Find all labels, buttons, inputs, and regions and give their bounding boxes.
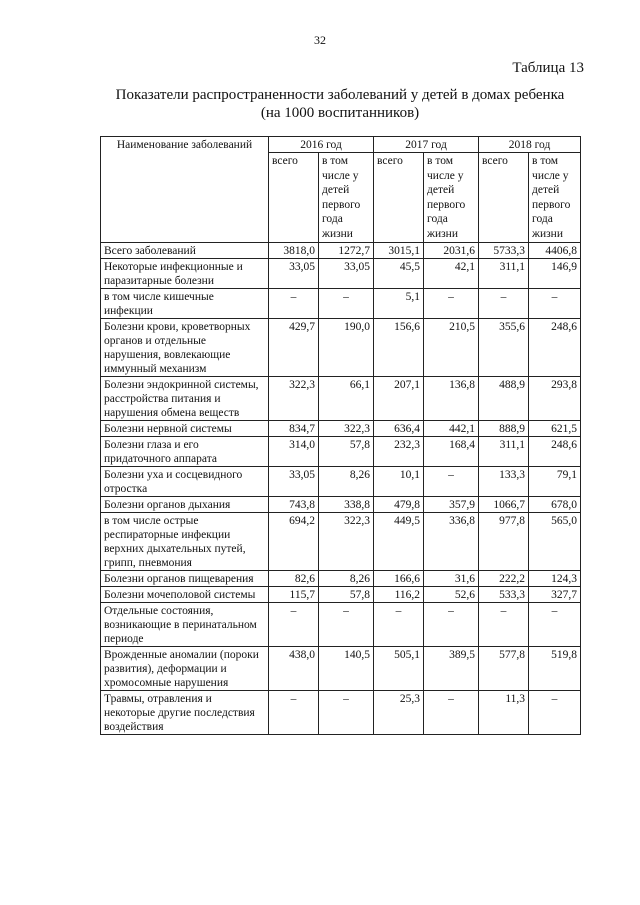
disease-name: в том числе острые респираторные инфекции верхних дыхательных путей, грипп, пневмония	[101, 512, 269, 570]
table-row	[101, 602, 581, 646]
value-cell: 429,7	[269, 318, 319, 376]
value-cell: 156,6	[374, 318, 424, 376]
value-cell: 52,6	[424, 586, 479, 602]
table-row	[101, 436, 581, 466]
value-cell: 636,4	[374, 420, 424, 436]
disease-name: Болезни глаза и его придаточного аппарата	[101, 436, 269, 466]
value-cell: 210,5	[424, 318, 479, 376]
value-cell: –	[424, 690, 479, 734]
column-header-2017: 2017 год	[374, 137, 479, 153]
disease-name: Болезни органов дыхания	[101, 496, 269, 512]
disease-name: Болезни крови, кроветворных органов и отдельные нарушения, вовлекающие иммунный механизм	[101, 318, 269, 376]
table-row	[101, 318, 581, 376]
column-header-2018: 2018 год	[479, 137, 581, 153]
value-cell: 314,0	[269, 436, 319, 466]
value-cell: 79,1	[529, 466, 581, 496]
value-cell: 33,05	[319, 258, 374, 288]
disease-name: Некоторые инфекционные и паразитарные болезни	[101, 258, 269, 288]
value-cell: 140,5	[319, 646, 374, 690]
value-cell: 124,3	[529, 570, 581, 586]
table-row	[101, 258, 581, 288]
value-cell: 355,6	[479, 318, 529, 376]
page-number: 32	[314, 33, 326, 47]
value-cell: 338,8	[319, 496, 374, 512]
value-cell: –	[424, 602, 479, 646]
value-cell: 336,8	[424, 512, 479, 570]
table-row	[101, 376, 581, 420]
value-cell: 45,5	[374, 258, 424, 288]
disease-name: Болезни органов пищеварения	[101, 570, 269, 586]
table-label: Таблица 13	[512, 60, 584, 76]
disease-name: Болезни уха и сосцевидного отростка	[101, 466, 269, 496]
value-cell: 293,8	[529, 376, 581, 420]
value-cell: 322,3	[319, 512, 374, 570]
value-cell: 311,1	[479, 258, 529, 288]
subheader-total: всего	[374, 153, 424, 243]
value-cell: 743,8	[269, 496, 319, 512]
value-cell: 115,7	[269, 586, 319, 602]
value-cell: 322,3	[269, 376, 319, 420]
table-row	[101, 466, 581, 496]
disease-name: Болезни нервной системы	[101, 420, 269, 436]
subheader-infant: в том числе у детей первого года жизни	[319, 153, 374, 243]
value-cell: 166,6	[374, 570, 424, 586]
value-cell: 248,6	[529, 436, 581, 466]
table-row	[101, 288, 581, 318]
value-cell: 8,26	[319, 570, 374, 586]
column-header-2016: 2016 год	[269, 137, 374, 153]
value-cell: 519,8	[529, 646, 581, 690]
table-row	[101, 570, 581, 586]
value-cell: 4406,8	[529, 242, 581, 258]
value-cell: 479,8	[374, 496, 424, 512]
value-cell: 2031,6	[424, 242, 479, 258]
value-cell: –	[529, 288, 581, 318]
value-cell: 488,9	[479, 376, 529, 420]
disease-name: Врожденные аномалии (пороки развития), деформации и хромосомные нарушения	[101, 646, 269, 690]
disease-name: Отдельные состояния, возникающие в перинатальном периоде	[101, 602, 269, 646]
subheader-total: всего	[269, 153, 319, 243]
value-cell: 533,3	[479, 586, 529, 602]
value-cell: 11,3	[479, 690, 529, 734]
value-cell: 5733,3	[479, 242, 529, 258]
value-cell: 66,1	[319, 376, 374, 420]
value-cell: –	[529, 602, 581, 646]
disease-name: Болезни мочеполовой системы	[101, 586, 269, 602]
value-cell: 694,2	[269, 512, 319, 570]
value-cell: 505,1	[374, 646, 424, 690]
table-row	[101, 496, 581, 512]
table-row	[101, 690, 581, 734]
value-cell: 565,0	[529, 512, 581, 570]
value-cell: 33,05	[269, 466, 319, 496]
value-cell: –	[269, 602, 319, 646]
column-header-name: Наименование заболеваний	[101, 137, 269, 243]
value-cell: 146,9	[529, 258, 581, 288]
morbidity-table	[100, 136, 581, 735]
table-row	[101, 512, 581, 570]
value-cell: 834,7	[269, 420, 319, 436]
table-row	[101, 242, 581, 258]
value-cell: 322,3	[319, 420, 374, 436]
header-row-years	[101, 137, 581, 153]
value-cell: 57,8	[319, 586, 374, 602]
disease-name: Травмы, отравления и некоторые другие последствия воздействия	[101, 690, 269, 734]
value-cell: –	[424, 466, 479, 496]
value-cell: 82,6	[269, 570, 319, 586]
value-cell: –	[424, 288, 479, 318]
value-cell: 57,8	[319, 436, 374, 466]
value-cell: 5,1	[374, 288, 424, 318]
value-cell: 168,4	[424, 436, 479, 466]
subheader-total: всего	[479, 153, 529, 243]
value-cell: 42,1	[424, 258, 479, 288]
value-cell: 136,8	[424, 376, 479, 420]
value-cell: 389,5	[424, 646, 479, 690]
value-cell: 327,7	[529, 586, 581, 602]
value-cell: 577,8	[479, 646, 529, 690]
value-cell: 449,5	[374, 512, 424, 570]
value-cell: 977,8	[479, 512, 529, 570]
value-cell: –	[319, 288, 374, 318]
table-title	[60, 86, 620, 122]
value-cell: 442,1	[424, 420, 479, 436]
value-cell: –	[374, 602, 424, 646]
value-cell: 232,3	[374, 436, 424, 466]
value-cell: 33,05	[269, 258, 319, 288]
value-cell: 1066,7	[479, 496, 529, 512]
value-cell: –	[529, 690, 581, 734]
value-cell: 311,1	[479, 436, 529, 466]
disease-name: Всего заболеваний	[101, 242, 269, 258]
value-cell: 25,3	[374, 690, 424, 734]
table-row	[101, 646, 581, 690]
value-cell: –	[479, 602, 529, 646]
value-cell: 207,1	[374, 376, 424, 420]
value-cell: 10,1	[374, 466, 424, 496]
value-cell: 438,0	[269, 646, 319, 690]
table-row	[101, 586, 581, 602]
value-cell: 678,0	[529, 496, 581, 512]
table-row	[101, 420, 581, 436]
table-title-line-2: (на 1000 воспитанников)	[260, 105, 420, 121]
subheader-infant: в том числе у детей первого года жизни	[424, 153, 479, 243]
subheader-infant: в том числе у детей первого года жизни	[529, 153, 581, 243]
value-cell: –	[269, 690, 319, 734]
value-cell: 248,6	[529, 318, 581, 376]
value-cell: –	[479, 288, 529, 318]
value-cell: 190,0	[319, 318, 374, 376]
value-cell: –	[269, 288, 319, 318]
value-cell: 31,6	[424, 570, 479, 586]
table-body	[101, 242, 581, 734]
disease-name: Болезни эндокринной системы, расстройства питания и нарушения обмена веществ	[101, 376, 269, 420]
value-cell: 8,26	[319, 466, 374, 496]
disease-name: в том числе кишечные инфекции	[101, 288, 269, 318]
value-cell: 621,5	[529, 420, 581, 436]
value-cell: 888,9	[479, 420, 529, 436]
value-cell: 116,2	[374, 586, 424, 602]
value-cell: 1272,7	[319, 242, 374, 258]
value-cell: –	[319, 602, 374, 646]
value-cell: 222,2	[479, 570, 529, 586]
value-cell: 3015,1	[374, 242, 424, 258]
table-title-line-1: Показатели распространенности заболеваний у детей в домах ребенка	[115, 87, 565, 103]
value-cell: 357,9	[424, 496, 479, 512]
value-cell: 133,3	[479, 466, 529, 496]
value-cell: –	[319, 690, 374, 734]
value-cell: 3818,0	[269, 242, 319, 258]
